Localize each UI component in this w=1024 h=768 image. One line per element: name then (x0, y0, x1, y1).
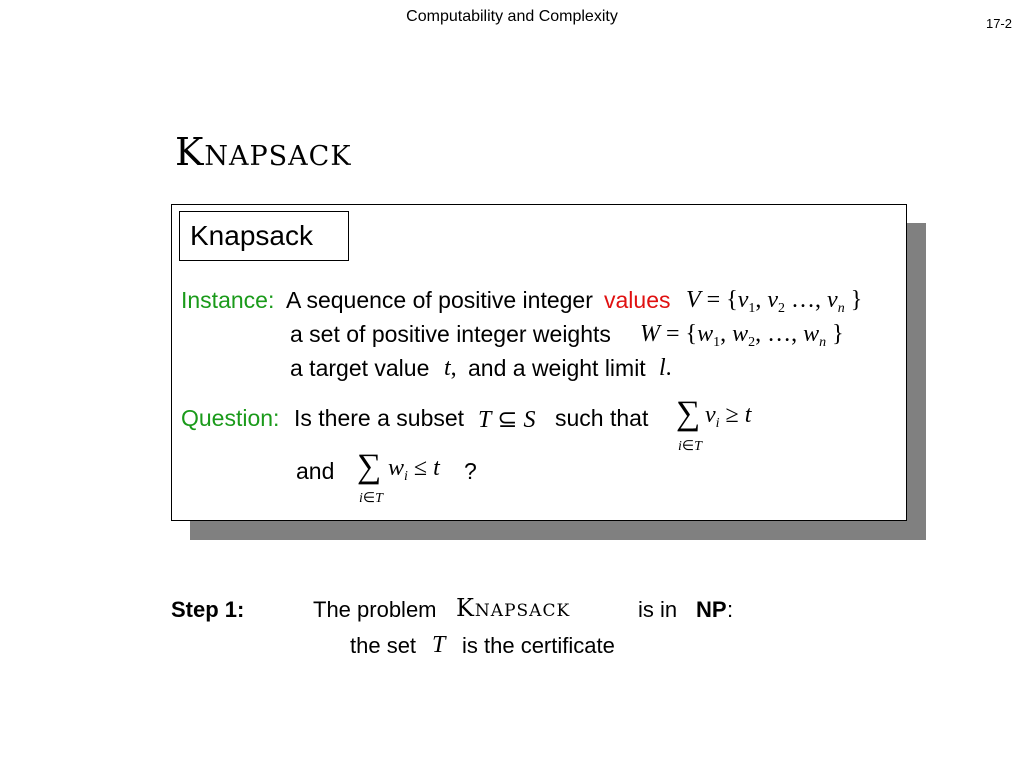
certificate-var: T (432, 632, 446, 658)
sum-weights-term: $w_i \le t$ (388, 455, 440, 484)
problem-tag: Knapsack (179, 211, 349, 261)
slide-title: Knapsack (175, 130, 352, 174)
sum-weights-limit: i∈T (359, 491, 383, 506)
instance-line3a: a target value (290, 355, 430, 381)
and-label: and (296, 458, 335, 484)
np-colon: : (727, 597, 734, 622)
instance-label: Instance: (181, 287, 275, 313)
sum-values-term: $v_i \ge t$ (705, 402, 752, 431)
values-word: values (604, 287, 671, 313)
step-line1-pre: The problem (313, 597, 437, 622)
step-line2-post: is the certificate (462, 633, 615, 658)
step-line1-post: is in (638, 597, 678, 622)
question-text-b: such that (555, 405, 649, 431)
question-mark: ? (464, 458, 477, 484)
instance-line1: A sequence of positive integer (286, 287, 593, 313)
problem-name: Knapsack (456, 594, 571, 622)
question-label: Question: (181, 405, 280, 431)
limit-var: l. (659, 355, 672, 381)
sum-values-limit: i∈T (678, 439, 702, 454)
values-formula: $V = \{v_1$, $v_2$ …, $v_n$ } (686, 287, 863, 316)
np-class: NP (696, 597, 727, 622)
sum-values-sigma: ∑ (676, 395, 701, 432)
target-var: t, (444, 355, 457, 381)
sum-weights-sigma: ∑ (357, 448, 382, 485)
instance-line2: a set of positive integer weights (290, 321, 611, 347)
instance-line3b: and a weight limit (468, 355, 646, 381)
weights-formula: $W = \{w_1$, $w_2$, …, $w_n$ } (640, 321, 844, 350)
page-number: 17-2 (985, 16, 1012, 31)
subset-formula: T ⊆ S (478, 407, 536, 433)
step-line2-pre: the set (350, 633, 417, 658)
question-text-a: Is there a subset (294, 405, 465, 431)
step-label: Step 1: (171, 597, 245, 622)
problem-box (171, 204, 907, 521)
header-title: Computability and Complexity (406, 8, 618, 25)
